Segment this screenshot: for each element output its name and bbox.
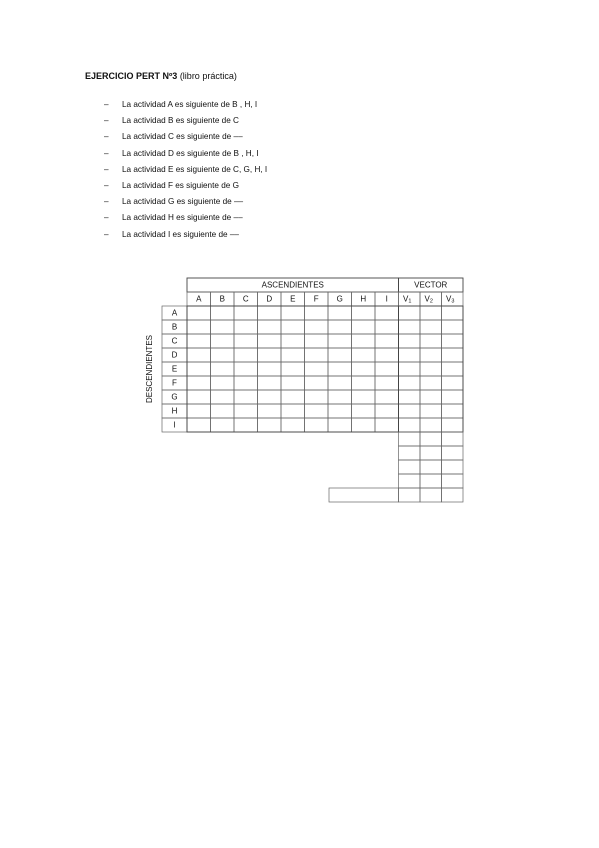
matrix-cell [187, 306, 211, 320]
activity-item-text: La actividad I es siguiente de –– [122, 229, 239, 239]
matrix-cell [258, 404, 282, 418]
activity-item-text: La actividad C es siguiente de –– [122, 132, 243, 142]
matrix-cell [234, 404, 258, 418]
vector-extra-cell [399, 432, 421, 446]
matrix-cell [281, 320, 305, 334]
matrix-cell [305, 404, 329, 418]
activity-item-text: La actividad E es siguiente de C, G, H, I [122, 164, 268, 174]
matrix-cell [328, 348, 352, 362]
vector-cell [399, 390, 421, 404]
matrix-cell [281, 404, 305, 418]
matrix-cell [375, 376, 399, 390]
row-header: D [171, 350, 178, 360]
matrix-cell [234, 390, 258, 404]
vector-column-base: V [403, 294, 409, 304]
vector-column-subscript: 1 [408, 298, 412, 305]
column-header: F [313, 294, 319, 304]
activity-item-text: La actividad F es siguiente de G [122, 180, 239, 190]
matrix-cell [281, 376, 305, 390]
dash-bullet-icon: – [104, 132, 109, 142]
matrix-cell [187, 418, 211, 432]
matrix-cell [305, 376, 329, 390]
matrix-cell [352, 362, 376, 376]
matrix-cell [234, 362, 258, 376]
matrix-cell [211, 306, 235, 320]
column-header: B [219, 294, 225, 304]
matrix-cell [258, 320, 282, 334]
matrix-cell [211, 404, 235, 418]
matrix-cell [328, 418, 352, 432]
vector-extra-cell [442, 474, 464, 488]
vector-cell [399, 404, 421, 418]
matrix-cell [352, 376, 376, 390]
activity-item-text: La actividad A es siguiente de B , H, I [122, 100, 258, 109]
matrix-cell [234, 320, 258, 334]
matrix-cell [187, 334, 211, 348]
matrix-cell [328, 376, 352, 390]
matrix-cell [328, 334, 352, 348]
matrix-cell [234, 306, 258, 320]
vector-cell [420, 418, 442, 432]
vector-cell [399, 376, 421, 390]
vector-cell [399, 306, 421, 320]
vector-cell [420, 306, 442, 320]
matrix-cell [305, 320, 329, 334]
matrix-cell [258, 390, 282, 404]
vector-cell [420, 320, 442, 334]
matrix-cell [375, 362, 399, 376]
vector-extra-cell [399, 460, 421, 474]
matrix-cell [187, 362, 211, 376]
matrix-body-frame [187, 306, 399, 432]
row-header: E [171, 364, 178, 374]
column-header: H [360, 294, 367, 304]
column-header: A [196, 294, 202, 304]
vector-extra-cell [442, 446, 464, 460]
matrix-cell [258, 306, 282, 320]
dash-bullet-icon: – [104, 180, 109, 190]
column-header: I [385, 294, 388, 304]
matrix-cell [187, 404, 211, 418]
matrix-cell [375, 418, 399, 432]
exercise-title-subtitle: (libro práctica) [177, 71, 237, 81]
vector-cell [399, 418, 421, 432]
matrix-cell [328, 362, 352, 376]
matrix-cell [352, 306, 376, 320]
vector-column-base: V [424, 294, 430, 304]
row-header: C [171, 336, 178, 346]
dash-bullet-icon: – [104, 213, 109, 223]
matrix-cell [187, 320, 211, 334]
matrix-cell [211, 418, 235, 432]
vector-column-subscript: 3 [451, 298, 455, 305]
vector-column-header [425, 295, 433, 305]
matrix-cell [234, 376, 258, 390]
matrix-cell [328, 390, 352, 404]
matrix-cell [234, 348, 258, 362]
matrix-cell [328, 320, 352, 334]
matrix-cell [305, 306, 329, 320]
matrix-cell [234, 418, 258, 432]
matrix-cell [305, 418, 329, 432]
vector-extra-cell [442, 488, 464, 502]
matrix-cell [281, 348, 305, 362]
vector-cell [420, 404, 442, 418]
matrix-cell [375, 348, 399, 362]
matrix-cell [211, 390, 235, 404]
matrix-cell [187, 376, 211, 390]
matrix-cell [234, 334, 258, 348]
vector-cell [399, 334, 421, 348]
ascendientes-header: ASCENDIENTES [261, 280, 324, 290]
vector-cell [442, 404, 464, 418]
vector-extra-cell [399, 488, 421, 502]
summary-cell [329, 488, 399, 502]
dash-bullet-icon: – [104, 116, 109, 126]
vector-cell [420, 390, 442, 404]
matrix-cell [305, 362, 329, 376]
matrix-cell [211, 334, 235, 348]
vector-cell [442, 306, 464, 320]
matrix-cell [305, 390, 329, 404]
vector-extra-cell [420, 474, 442, 488]
activity-item-text: La actividad G es siguiente de –– [122, 197, 244, 207]
matrix-cell [258, 334, 282, 348]
vector-cell [442, 418, 464, 432]
vector-column-base: V [446, 294, 452, 304]
vector-extra-cell [420, 460, 442, 474]
dash-bullet-icon: – [104, 164, 109, 174]
matrix-cell [211, 362, 235, 376]
matrix-cell [328, 404, 352, 418]
vector-extra-cell [442, 432, 464, 446]
row-header: F [172, 378, 177, 388]
matrix-cell [352, 390, 376, 404]
column-header: G [336, 294, 343, 304]
dash-bullet-icon: – [104, 229, 109, 239]
column-header: C [242, 294, 249, 304]
column-header: E [290, 294, 296, 304]
matrix-cell [328, 306, 352, 320]
matrix-cell [352, 334, 376, 348]
vector-cell [399, 348, 421, 362]
row-header: G [171, 392, 178, 402]
vector-cell [442, 334, 464, 348]
vector-column-header [446, 295, 454, 305]
vector-cell [442, 376, 464, 390]
matrix-cell [258, 362, 282, 376]
matrix-cell [375, 320, 399, 334]
exercise-title-bold: EJERCICIO PERT Nº3 [85, 71, 178, 81]
matrix-cell [187, 390, 211, 404]
matrix-cell [281, 418, 305, 432]
vector-header: VECTOR [414, 280, 448, 290]
activity-item-text: La actividad B es siguiente de C [122, 116, 239, 126]
matrix-cell [281, 362, 305, 376]
matrix-cell [187, 348, 211, 362]
matrix-cell [281, 390, 305, 404]
matrix-cell [375, 404, 399, 418]
matrix-cell [352, 404, 376, 418]
matrix-cell [258, 418, 282, 432]
vector-extra-cell [399, 446, 421, 460]
dash-bullet-icon: – [104, 148, 109, 158]
column-header: D [266, 294, 273, 304]
matrix-cell [211, 348, 235, 362]
row-header: B [171, 322, 178, 332]
vector-extra-cell [420, 432, 442, 446]
matrix-cell [352, 348, 376, 362]
activity-item-text: La actividad H es siguiente de –– [122, 213, 243, 223]
matrix-cell [281, 334, 305, 348]
dash-bullet-icon: – [104, 197, 109, 207]
vector-extra-cell [399, 474, 421, 488]
vector-cell [442, 348, 464, 362]
vector-body-frame [399, 306, 464, 432]
vector-cell [442, 362, 464, 376]
descendientes-header: DESCENDIENTES [145, 334, 155, 404]
matrix-cell [375, 334, 399, 348]
vector-cell [442, 320, 464, 334]
matrix-cell [258, 376, 282, 390]
vector-column-subscript: 2 [429, 298, 433, 305]
vector-extra-cell [420, 446, 442, 460]
vector-cell [420, 348, 442, 362]
matrix-cell [305, 334, 329, 348]
matrix-cell [305, 348, 329, 362]
row-header: A [171, 308, 178, 318]
row-header: H [171, 406, 178, 416]
vector-column-header [403, 295, 411, 305]
matrix-cell [211, 376, 235, 390]
vector-extra-cell [420, 488, 442, 502]
matrix-cell [258, 348, 282, 362]
vector-cell [420, 376, 442, 390]
matrix-cell [375, 306, 399, 320]
vector-cell [420, 334, 442, 348]
dash-bullet-icon: – [104, 100, 109, 109]
row-header: I [173, 420, 176, 430]
matrix-cell [352, 320, 376, 334]
matrix-cell [281, 306, 305, 320]
vector-cell [442, 390, 464, 404]
matrix-cell [375, 390, 399, 404]
activity-item-text: La actividad D es siguiente de B , H, I [122, 148, 259, 158]
matrix-cell [211, 320, 235, 334]
vector-cell [420, 362, 442, 376]
matrix-cell [352, 418, 376, 432]
vector-extra-cell [442, 460, 464, 474]
vector-cell [399, 320, 421, 334]
vector-cell [399, 362, 421, 376]
